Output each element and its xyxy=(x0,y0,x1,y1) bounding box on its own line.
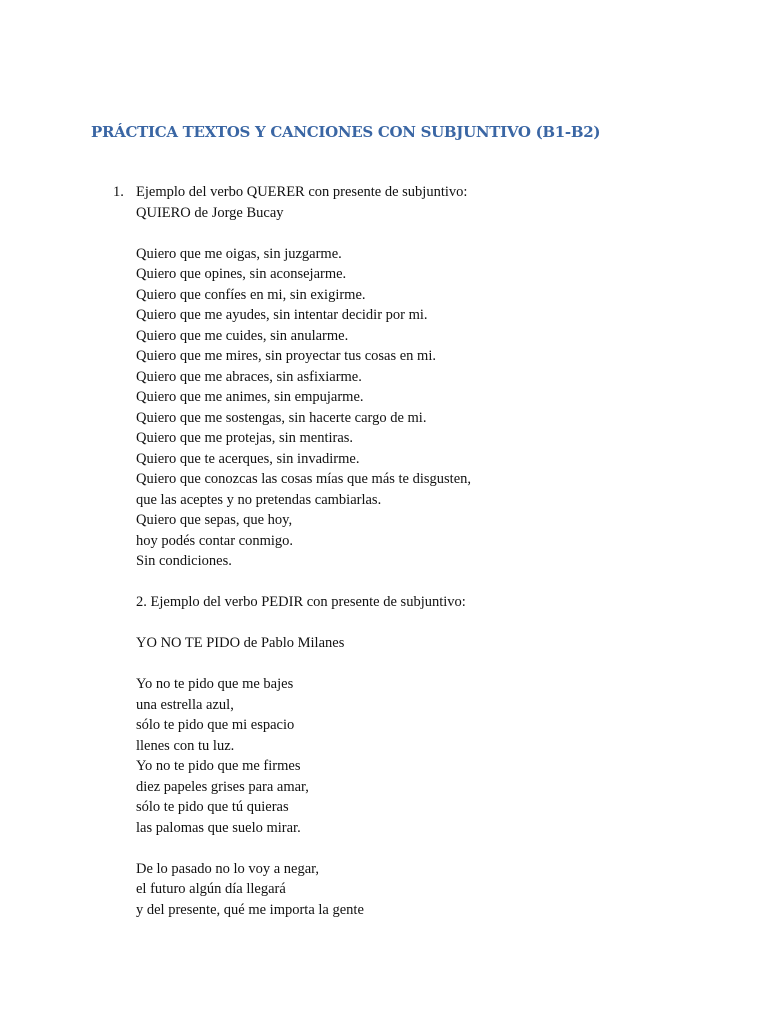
poem-line: Quiero que opines, sin aconsejarme. xyxy=(136,266,347,282)
poem-line: Quiero que conozcas las cosas mías que más te disgusten, xyxy=(136,471,472,487)
section2-stanza-2 xyxy=(136,859,736,921)
list-number: 1. xyxy=(113,184,124,200)
section1-poem xyxy=(136,244,736,572)
poem-line: Quiero que sepas, que hoy, xyxy=(136,512,293,528)
song-line: Yo no te pido que me firmes xyxy=(136,758,301,774)
song-line: y del presente, qué me importa la gente xyxy=(136,901,364,918)
poem-line: Quiero que me protejas, sin mentiras. xyxy=(136,430,354,446)
song-line: sólo te pido que mi espacio xyxy=(136,717,295,733)
poem-line: que las aceptes y no pretendas cambiarlas. xyxy=(136,491,382,508)
song-line: una estrella azul, xyxy=(136,696,234,713)
poem-line: Quiero que me cuides, sin anularme. xyxy=(136,327,349,344)
poem-line: Quiero que me abraces, sin asfixiarme. xyxy=(136,368,362,385)
blank-line xyxy=(136,613,736,634)
blank-line xyxy=(136,572,736,593)
section2-work-title: YO NO TE PIDO de Pablo Milanes xyxy=(136,635,345,651)
section1-heading: Ejemplo del verbo QUERER con presente de subjuntivo: xyxy=(136,184,468,200)
blank-line xyxy=(136,223,736,244)
song-line: diez papeles grises para amar, xyxy=(136,778,309,795)
poem-line: Quiero que me oigas, sin juzgarme. xyxy=(136,245,342,262)
section1-work-title: QUIERO de Jorge Bucay xyxy=(136,204,284,221)
song-line: llenes con tu luz. xyxy=(136,737,235,754)
song-line: Yo no te pido que me bajes xyxy=(136,676,294,692)
poem-line: Quiero que me sostengas, sin hacerte cargo de mi. xyxy=(136,409,427,426)
poem-line: Sin condiciones. xyxy=(136,553,232,569)
poem-line: Quiero que te acerques, sin invadirme. xyxy=(136,450,360,467)
section2-heading: 2. Ejemplo del verbo PEDIR con presente de subjuntivo: xyxy=(136,594,466,610)
song-line: sólo te pido que tú quieras xyxy=(136,799,289,815)
poem-line: Quiero que me ayudes, sin intentar decidir por mi. xyxy=(136,307,428,323)
song-line: De lo pasado no lo voy a negar, xyxy=(136,860,320,877)
poem-line: Quiero que me mires, sin proyectar tus cosas en mi. xyxy=(136,348,436,364)
document-body xyxy=(136,182,736,920)
song-line: el futuro algún día llegará xyxy=(136,881,286,897)
song-line: las palomas que suelo mirar. xyxy=(136,819,301,836)
poem-line: Quiero que me animes, sin empujarme. xyxy=(136,389,364,405)
poem-line: Quiero que confíes en mi, sin exigirme. xyxy=(136,286,366,303)
section2-stanza-1 xyxy=(136,674,736,838)
poem-line: hoy podés contar conmigo. xyxy=(136,532,294,549)
blank-line xyxy=(136,838,736,859)
blank-line xyxy=(136,654,736,675)
document-title: PRÁCTICA TEXTOS Y CANCIONES CON SUBJUNTIVO (B1-B2) xyxy=(91,123,601,141)
